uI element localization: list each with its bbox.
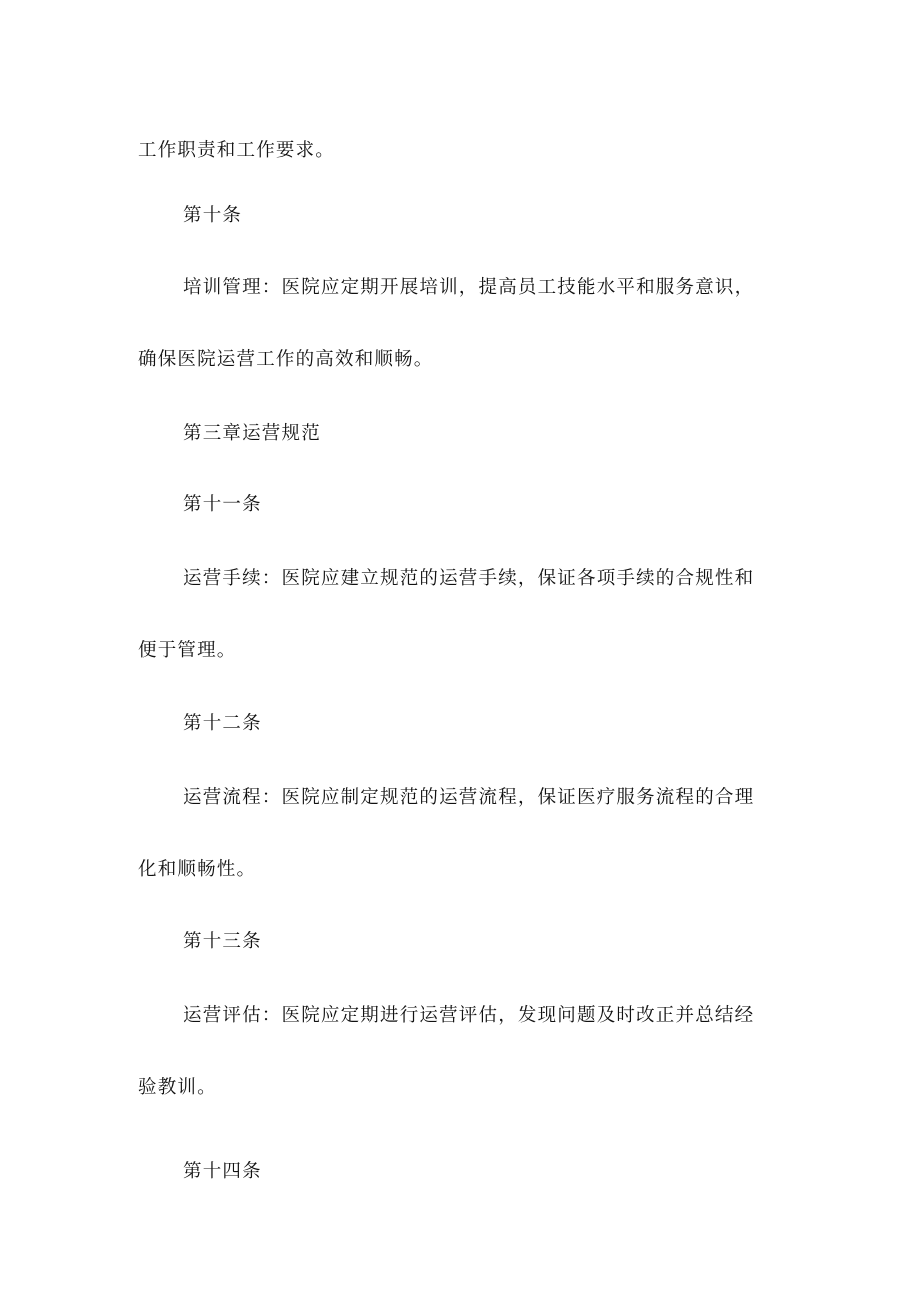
article-12-text: 运营流程：医院应制定规范的运营流程，保证医疗服务流程的合理 (183, 787, 755, 808)
article-11-text-continuation: 便于管理。 (138, 640, 237, 661)
chapter-3-heading: 第三章运营规范 (183, 423, 321, 444)
article-11-text: 运营手续：医院应建立规范的运营手续，保证各项手续的合规性和 (183, 568, 755, 589)
article-13-heading: 第十三条 (183, 931, 262, 952)
article-10-text-continuation: 确保医院运营工作的高效和顺畅。 (138, 349, 434, 370)
article-14-heading: 第十四条 (183, 1161, 262, 1182)
article-11-heading: 第十一条 (183, 494, 262, 515)
article-12-heading: 第十二条 (183, 713, 262, 734)
paragraph-continuation-text: 工作职责和工作要求。 (138, 140, 336, 161)
article-10-heading: 第十条 (183, 205, 243, 226)
article-13-text: 运营评估：医院应定期进行运营评估，发现问题及时改正并总结经 (183, 1005, 755, 1026)
article-12-text-continuation: 化和顺畅性。 (138, 859, 257, 880)
article-13-text-continuation: 验教训。 (138, 1077, 217, 1098)
article-10-text: 培训管理：医院应定期开展培训，提高员工技能水平和服务意识， (183, 277, 755, 298)
